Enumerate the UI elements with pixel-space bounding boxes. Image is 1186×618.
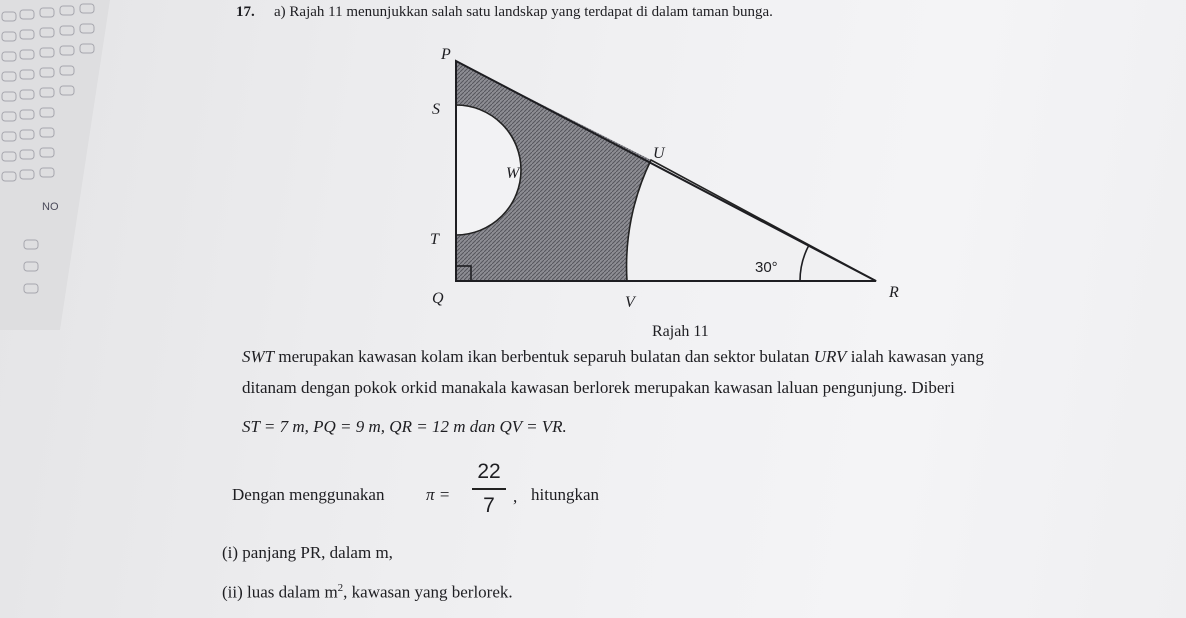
pi-equals: π =: [426, 485, 451, 504]
angle-label: 30°: [755, 259, 778, 276]
margin-mark-no: NO: [42, 201, 59, 213]
label-q: Q: [432, 290, 444, 307]
instruction-lead: Dengan menggunakan: [232, 485, 385, 504]
description-line-1: SWT merupakan kawasan kolam ikan berbentuk separuh bulatan dan sektor bulatan URV ialah kawasan yang: [242, 347, 984, 366]
label-v: V: [625, 294, 635, 311]
given-values: ST = 7 m, PQ = 9 m, QR = 12 m dan QV = VR.: [242, 417, 567, 436]
instruction-tail: hitungkan: [531, 485, 599, 504]
label-s: S: [432, 101, 440, 118]
label-t: T: [430, 231, 439, 248]
label-w: W: [506, 165, 520, 182]
part-ii: (ii) luas dalam $m^2$, kawasan yang berlorek.: [222, 582, 513, 602]
description-line-2: ditanam dengan pokok orkid manakala kawasan berlorek merupakan kawasan laluan pengunjung. Diberi: [242, 378, 955, 397]
sector-urv: [627, 160, 876, 281]
fraction-bar: [472, 488, 506, 490]
figure-caption: Rajah 11: [652, 323, 709, 340]
label-p: P: [441, 46, 451, 63]
question-title: a) Rajah 11 menunjukkan salah satu landskap yang terdapat di dalam taman bunga.: [274, 4, 773, 20]
label-u: U: [653, 145, 665, 162]
instruction-comma: ,: [513, 487, 518, 506]
part-i: (i) panjang PR, dalam m,: [222, 543, 393, 562]
question-number: 17.: [236, 4, 255, 20]
label-r: R: [889, 284, 899, 301]
fraction-denominator: 7: [483, 494, 495, 517]
pi-fraction: [469, 458, 509, 520]
fraction-numerator: 22: [477, 460, 501, 483]
